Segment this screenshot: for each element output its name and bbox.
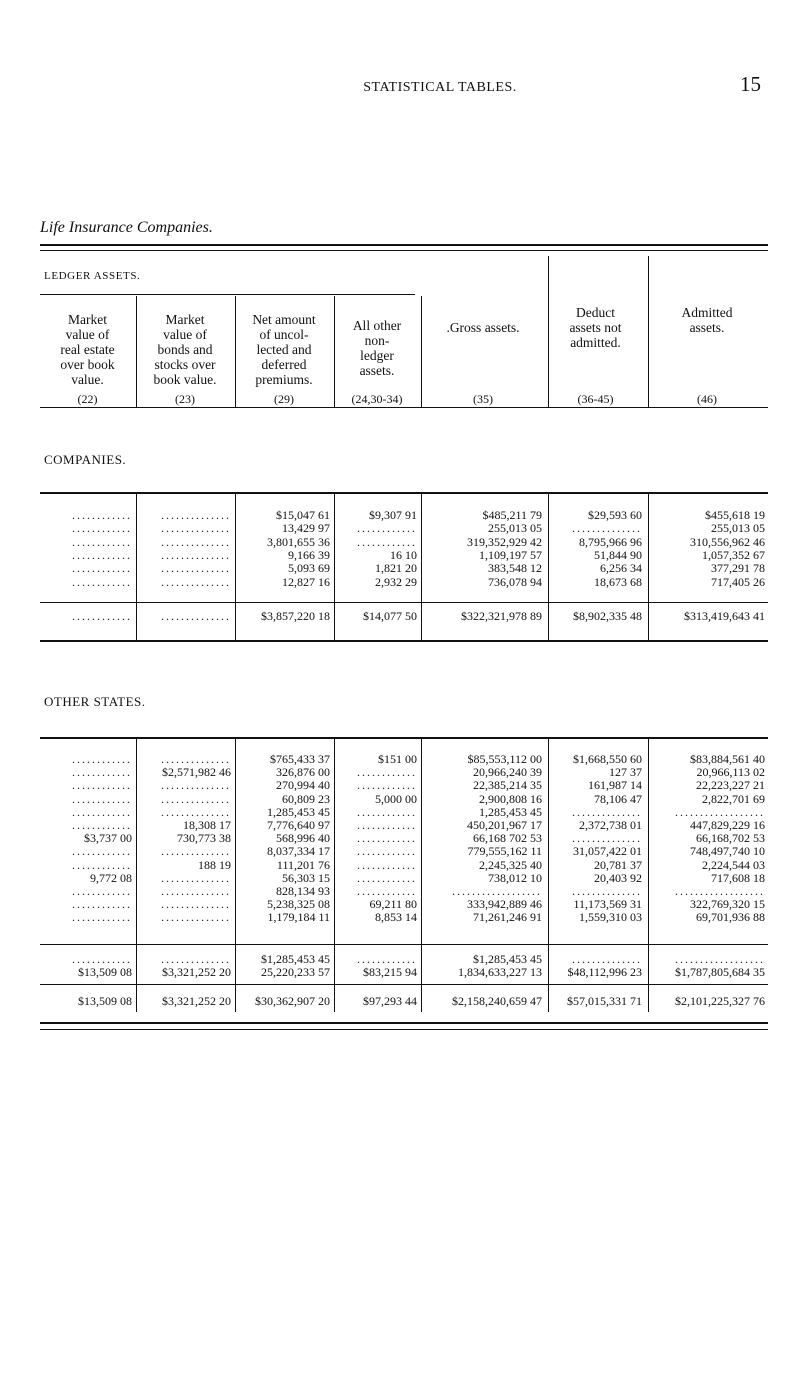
column-header-line: assets not	[569, 320, 622, 335]
companies-row-cell: 310,556,962 46	[690, 534, 765, 549]
column-header-line: Market	[68, 312, 107, 327]
other-states-subtotal-cell: ............	[357, 952, 417, 966]
companies-row-cell: 1,057,352 67	[702, 547, 765, 562]
companies-row-cell: $485,211 79	[482, 508, 542, 522]
other-states-row-cell: 9,772 08	[90, 870, 132, 885]
other-states-row-cell: ............	[72, 844, 132, 859]
companies-row-cell: ..............	[161, 508, 231, 522]
other-states-row-cell: ............	[72, 752, 132, 766]
table-divider	[136, 739, 137, 1012]
column-header-4	[334, 318, 420, 378]
other-states-row-cell: ............	[357, 765, 417, 780]
other-states-row-cell: ............	[72, 778, 132, 793]
column-header-3	[235, 312, 333, 387]
other-states-row-cell: $85,553,112 00	[467, 752, 542, 766]
other-states-row-cell: 1,285,453 45	[479, 804, 542, 819]
other-states-row-cell: 127 37	[609, 765, 642, 780]
running-title: STATISTICAL TABLES.	[363, 80, 517, 95]
other-states-row-cell: 60,809 23	[282, 791, 330, 806]
other-states-row-cell: ..............	[161, 910, 231, 925]
other-states-row-cell: 7,776,640 97	[267, 818, 330, 832]
companies-row-cell: ............	[357, 534, 417, 549]
other-states-row-cell: ............	[357, 804, 417, 819]
companies-row-cell: ............	[72, 508, 132, 522]
other-states-row-cell: ............	[357, 778, 417, 793]
column-header-line: assets.	[359, 363, 395, 378]
other-states-row-cell: ............	[72, 910, 132, 925]
other-states-row-cell: 1,285,453 45	[267, 804, 330, 819]
column-header-line: value.	[71, 372, 104, 387]
page-number: 15	[740, 72, 761, 96]
companies-row-cell: ............	[72, 521, 132, 536]
other-states-row-cell: 333,942,889 46	[467, 897, 542, 912]
column-header-line: book value.	[153, 372, 217, 387]
other-states-row-cell: $83,884,561 40	[690, 752, 765, 766]
other-states-subtotal-cell: $13,509 08	[78, 965, 132, 979]
other-states-row-cell: 322,769,320 15	[690, 897, 765, 912]
table-divider	[334, 739, 335, 1012]
other-states-row-cell: ..................	[452, 884, 542, 898]
companies-total-cell: ............	[72, 609, 132, 623]
ledger-assets-rule	[40, 294, 415, 295]
other-states-grand-total-cell: $2,158,240,659 47	[452, 994, 542, 1008]
companies-row-cell: $15,047 61	[276, 508, 330, 522]
other-states-row-cell: 20,966,113 02	[696, 765, 765, 780]
column-header-line: value of	[65, 327, 110, 342]
column-header-line: Deduct	[576, 305, 615, 320]
companies-row-cell: 9,166 39	[288, 547, 330, 562]
companies-row-cell: 6,256 34	[600, 561, 642, 576]
column-number-7: (46)	[697, 392, 717, 406]
other-states-grand-total-cell: $57,015,331 71	[567, 994, 642, 1008]
other-states-row-cell: 56,303 15	[282, 870, 330, 885]
table-divider	[548, 739, 549, 1012]
companies-row-cell: 8,795,966 96	[579, 534, 642, 549]
other-states-row-cell: ............	[72, 857, 132, 872]
companies-row-cell: ..............	[161, 521, 231, 536]
other-states-row-cell: 748,497,740 10	[690, 844, 765, 859]
other-states-subtotal-cell: $3,321,252 20	[162, 965, 231, 979]
other-states-subtotal-cell: $1,285,453 45	[473, 952, 542, 966]
other-states-grand-total-cell: $97,293 44	[363, 994, 417, 1008]
other-states-row-cell: ..............	[161, 804, 231, 819]
other-states-row-cell: 8,853 14	[375, 910, 417, 925]
other-states-row-cell: $765,433 37	[270, 752, 330, 766]
other-states-row-cell: ............	[72, 804, 132, 819]
companies-total-cell: $8,902,335 48	[573, 609, 642, 623]
other-states-row-cell: 2,900,808 16	[479, 791, 542, 806]
table-divider	[334, 494, 335, 640]
companies-total-cell: $313,419,643 41	[684, 609, 765, 623]
header-divider	[648, 256, 649, 408]
other-states-row-cell: 8,037,334 17	[267, 844, 330, 859]
column-header-line: ledger	[360, 348, 394, 363]
companies-row-cell: 5,093 69	[288, 561, 330, 576]
header-top-rule-2	[40, 250, 768, 251]
other-states-row-cell: 188 19	[198, 857, 231, 872]
other-states-row-cell: 18,308 17	[183, 818, 231, 832]
other-states-row-cell: 450,201,967 17	[467, 818, 542, 832]
companies-row-cell: $455,618 19	[705, 508, 765, 522]
other-states-row-cell: 71,261,246 91	[473, 910, 542, 925]
other-states-row-cell: 20,781 37	[594, 857, 642, 872]
bottom-rule-2	[40, 1029, 768, 1030]
other-states-grand-total-cell: $2,101,225,327 76	[675, 994, 765, 1008]
column-header-line: real estate	[60, 342, 115, 357]
other-states-row-cell: 161,987 14	[588, 778, 642, 793]
companies-row-cell: 18,673 68	[594, 574, 642, 589]
header-divider	[548, 256, 549, 408]
other-states-row-cell: ..............	[572, 831, 642, 846]
other-states-row-cell: ............	[357, 844, 417, 859]
companies-total-cell: ..............	[161, 609, 231, 623]
other-states-row-cell: ..............	[161, 778, 231, 793]
companies-row-cell: ............	[72, 547, 132, 562]
header-divider	[235, 296, 236, 408]
column-header-5	[421, 320, 545, 335]
column-header-line: Net amount	[252, 312, 316, 327]
other-states-row-cell: 31,057,422 01	[573, 844, 642, 859]
other-states-row-cell: 66,168 702 53	[473, 831, 542, 846]
other-states-row-cell: 22,223,227 21	[696, 778, 765, 793]
header-divider	[421, 296, 422, 408]
other-states-subtotal-cell: 1,834,633,227 13	[458, 965, 542, 979]
companies-top-rule	[40, 492, 768, 494]
section-title: Life Insurance Companies.	[40, 219, 213, 236]
other-states-row-cell: 66,168,702 53	[696, 831, 765, 846]
companies-row-cell: ..............	[572, 521, 642, 536]
table-divider	[648, 739, 649, 1012]
table-divider	[548, 494, 549, 640]
other-states-subtotal-cell: ..............	[572, 952, 642, 966]
other-states-row-cell: ............	[72, 791, 132, 806]
other-states-subtotal-cell: ..................	[675, 952, 765, 966]
table-divider	[421, 494, 422, 640]
column-header-line: admitted.	[570, 335, 621, 350]
other-states-row-cell: 2,245,325 40	[479, 857, 542, 872]
companies-row-cell: 1,109,197 57	[479, 547, 542, 562]
header-top-rule	[40, 244, 768, 246]
other-states-row-cell: 5,000 00	[375, 791, 417, 806]
other-states-row-cell: ..................	[675, 804, 765, 819]
other-states-row-cell: ..............	[161, 884, 231, 898]
companies-total-cell: $322,321,978 89	[461, 609, 542, 623]
header-bottom-rule	[40, 407, 768, 408]
other-states-row-cell: 779,555,162 11	[467, 844, 542, 859]
column-header-line: assets.	[689, 320, 725, 335]
other-states-row-cell: ..............	[161, 791, 231, 806]
column-number-1: (22)	[77, 392, 98, 406]
other-states-row-cell: 22,385,214 35	[473, 778, 542, 793]
table-rule	[40, 944, 768, 945]
companies-row-cell: 255,013 05	[488, 521, 542, 536]
other-states-row-cell: $3,737 00	[84, 831, 132, 846]
other-states-row-cell: ..................	[675, 884, 765, 898]
other-states-subtotal-cell: $1,787,805,684 35	[675, 965, 765, 979]
companies-row-cell: 2,932 29	[375, 574, 417, 589]
other-states-row-cell: 111,201 76	[276, 857, 330, 872]
other-states-row-cell: ............	[357, 831, 417, 846]
column-header-line: over book	[60, 357, 115, 372]
companies-row-cell: ..............	[161, 574, 231, 589]
table-divider	[648, 494, 649, 640]
other-states-row-cell: 11,173,569 31	[573, 897, 642, 912]
other-states-top-rule	[40, 737, 768, 739]
column-header-line: .Gross assets.	[446, 320, 520, 335]
other-states-row-cell: 717,608 18	[711, 870, 765, 885]
column-number-4: (24,30-34)	[351, 392, 403, 406]
companies-row-cell: $29,593 60	[588, 508, 642, 522]
other-states-row-cell: 2,224,544 03	[702, 857, 765, 872]
other-states-subtotal-cell: $1,285,453 45	[261, 952, 330, 966]
column-header-7	[646, 305, 768, 335]
companies-row-cell: ..............	[161, 561, 231, 576]
companies-row-cell: ..............	[161, 547, 231, 562]
companies-row-cell: 1,821 20	[375, 561, 417, 576]
table-rule	[40, 602, 768, 603]
other-states-row-cell: ............	[357, 884, 417, 898]
companies-row-cell: 717,405 26	[711, 574, 765, 589]
header-divider	[136, 296, 137, 408]
table-divider	[235, 739, 236, 1012]
other-states-row-cell: 326,876 00	[276, 765, 330, 780]
other-states-subtotal-cell: ............	[72, 952, 132, 966]
other-states-row-cell: ..............	[161, 752, 231, 766]
column-header-line: of uncol-	[259, 327, 309, 342]
other-states-subtotal-cell: $83,215 94	[363, 965, 417, 979]
column-number-5: (35)	[473, 392, 493, 406]
companies-row-cell: 3,801,655 36	[267, 534, 330, 549]
other-states-grand-total-cell: $13,509 08	[78, 994, 132, 1008]
companies-row-cell: 13,429 97	[282, 521, 330, 536]
other-states-row-cell: ..............	[161, 844, 231, 859]
other-states-row-cell: 69,211 80	[369, 897, 417, 912]
table-divider	[235, 494, 236, 640]
column-number-3: (29)	[274, 392, 294, 406]
column-header-line: Admitted	[681, 305, 733, 320]
column-number-6: (36-45)	[577, 392, 614, 406]
other-states-grand-total-cell: $30,362,907 20	[255, 994, 330, 1008]
companies-row-cell: 377,291 78	[711, 561, 765, 576]
companies-title: COMPANIES.	[44, 452, 127, 467]
companies-row-cell: 51,844 90	[594, 547, 642, 562]
companies-row-cell: 16 10	[390, 547, 417, 562]
other-states-subtotal-cell: ..............	[161, 952, 231, 966]
companies-row-cell: ............	[72, 574, 132, 589]
column-header-line: premiums.	[255, 372, 313, 387]
column-number-2: (23)	[175, 392, 195, 406]
companies-row-cell: 736,078 94	[488, 574, 542, 589]
other-states-row-cell: 2,372,738 01	[579, 818, 642, 832]
other-states-row-cell: $1,668,550 60	[573, 752, 642, 766]
other-states-row-cell: $2,571,982 46	[162, 765, 231, 780]
other-states-row-cell: ..............	[161, 897, 231, 912]
other-states-subtotal-cell: $48,112,996 23	[567, 965, 642, 979]
ledger-assets-label: LEDGER ASSETS.	[44, 270, 141, 282]
companies-row-cell: 319,352,929 42	[467, 534, 542, 549]
companies-total-cell: $14,077 50	[363, 609, 417, 623]
other-states-row-cell: $151 00	[378, 752, 417, 766]
other-states-row-cell: 69,701,936 88	[696, 910, 765, 925]
other-states-row-cell: 2,822,701 69	[702, 791, 765, 806]
companies-row-cell: $9,307 91	[369, 508, 417, 522]
column-header-line: bonds and	[157, 342, 213, 357]
other-states-row-cell: ............	[357, 818, 417, 832]
column-header-6	[546, 305, 645, 350]
companies-row-cell: ............	[72, 534, 132, 549]
other-states-row-cell: 568,996 40	[276, 831, 330, 846]
column-header-line: All other	[352, 318, 402, 333]
other-states-row-cell: ..............	[572, 804, 642, 819]
companies-row-cell: ............	[72, 561, 132, 576]
other-states-row-cell: 738,012 10	[488, 870, 542, 885]
other-states-row-cell: ............	[72, 884, 132, 898]
other-states-row-cell: 20,966,240 39	[473, 765, 542, 780]
companies-row-cell: ............	[357, 521, 417, 536]
other-states-title: OTHER STATES.	[44, 694, 146, 709]
column-header-2	[136, 312, 234, 387]
other-states-row-cell: 828,134 93	[276, 884, 330, 898]
other-states-row-cell: ..............	[161, 870, 231, 885]
table-divider	[136, 494, 137, 640]
other-states-row-cell: ............	[357, 857, 417, 872]
column-header-line: Market	[165, 312, 205, 327]
other-states-row-cell: ............	[72, 765, 132, 780]
bottom-rule-1	[40, 1022, 768, 1024]
header-divider	[334, 296, 335, 408]
column-header-line: lected and	[256, 342, 312, 357]
other-states-row-cell: 78,106 47	[594, 791, 642, 806]
other-states-subtotal-cell: 25,220,233 57	[261, 965, 330, 979]
other-states-row-cell: 1,179,184 11	[267, 910, 330, 925]
companies-row-cell: 12,827 16	[282, 574, 330, 589]
other-states-row-cell: 447,829,229 16	[690, 818, 765, 832]
companies-row-cell: ..............	[161, 534, 231, 549]
other-states-row-cell: ............	[357, 870, 417, 885]
companies-total-cell: $3,857,220 18	[261, 609, 330, 623]
column-header-line: value of	[163, 327, 207, 342]
other-states-row-cell: ............	[72, 897, 132, 912]
column-header-1	[40, 312, 135, 387]
other-states-row-cell: 20,403 92	[594, 870, 642, 885]
other-states-row-cell: 1,559,310 03	[579, 910, 642, 925]
other-states-row-cell: ..............	[572, 884, 642, 898]
column-header-line: stocks over	[154, 357, 216, 372]
column-header-line: non-	[364, 333, 390, 348]
table-rule	[40, 984, 768, 985]
table-divider	[421, 739, 422, 1012]
other-states-grand-total-cell: $3,321,252 20	[162, 994, 231, 1008]
other-states-row-cell: 270,994 40	[276, 778, 330, 793]
companies-row-cell: 383,548 12	[488, 561, 542, 576]
other-states-row-cell: 5,238,325 08	[267, 897, 330, 912]
companies-row-cell: 255,013 05	[711, 521, 765, 536]
column-header-line: deferred	[261, 357, 307, 372]
table-rule	[40, 640, 768, 642]
other-states-row-cell: 730,773 38	[177, 831, 231, 846]
other-states-row-cell: ............	[72, 818, 132, 832]
